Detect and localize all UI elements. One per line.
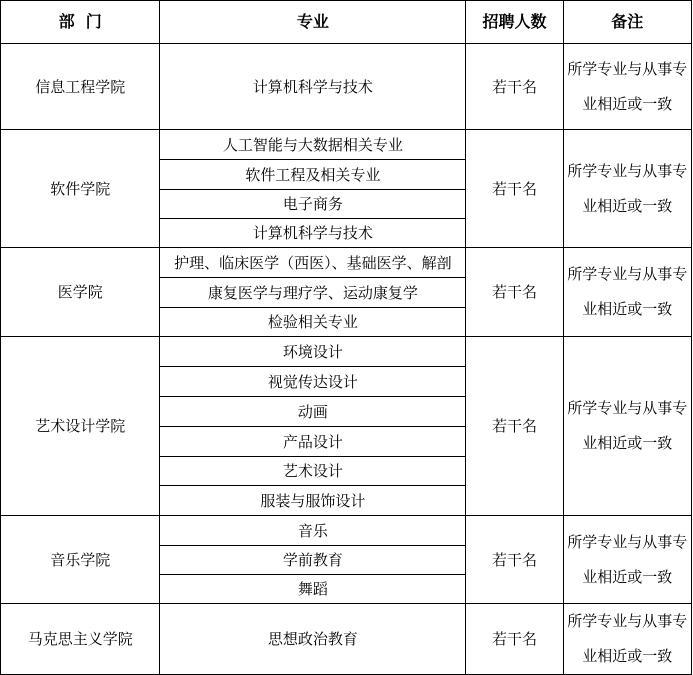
note-line: 所学专业与从事专: [567, 161, 688, 180]
note-line: 所学专业与从事专: [567, 265, 688, 283]
major-cell: 音乐: [160, 516, 466, 546]
note-cell: [563, 337, 691, 516]
note-line: 所学专业与从事专: [567, 399, 688, 417]
dept-cell: 马克思主义学院: [1, 604, 160, 675]
major-cell: 产品设计: [160, 427, 466, 457]
dept-cell: 信息工程学院: [1, 44, 160, 130]
header-note: 备注: [563, 1, 691, 44]
table-row: [1, 337, 692, 367]
major-cell: 康复医学与理疗学、运动康复学: [160, 278, 466, 308]
dept-cell: 医学院: [1, 248, 160, 337]
major-cell: 软件工程及相关专业: [160, 160, 466, 190]
note-line: 所学专业与从事专: [567, 59, 688, 78]
note-line: 业相近或一致: [582, 567, 673, 586]
note-line: 业相近或一致: [582, 300, 673, 318]
table-body: [1, 44, 692, 675]
major-cell: 检验相关专业: [160, 308, 466, 337]
note-cell: [563, 516, 691, 604]
major-cell: 动画: [160, 397, 466, 427]
note-cell: [563, 44, 691, 130]
major-cell: 视觉传达设计: [160, 367, 466, 397]
dept-cell: 软件学院: [1, 130, 160, 248]
table-row: [1, 604, 692, 675]
note-cell: [563, 604, 691, 675]
header-row: [1, 1, 692, 44]
note-line: 业相近或一致: [582, 647, 673, 665]
note-cell: [563, 248, 691, 337]
note-line: 业相近或一致: [582, 196, 673, 215]
note-line: 所学专业与从事专: [567, 532, 688, 551]
table-row: [1, 44, 692, 130]
header-count: 招聘人数: [466, 1, 563, 44]
major-cell: 护理、临床医学（西医）、基础医学、解剖: [160, 248, 466, 278]
note-cell: [563, 130, 691, 248]
major-cell: 艺术设计: [160, 457, 466, 486]
count-cell: 若干名: [466, 337, 563, 516]
major-cell: 计算机科学与技术: [160, 219, 466, 248]
header-dept: 部 门: [1, 1, 160, 44]
note-line: 业相近或一致: [582, 94, 673, 113]
count-cell: 若干名: [466, 604, 563, 675]
major-cell: 电子商务: [160, 190, 466, 219]
major-cell: 人工智能与大数据相关专业: [160, 130, 466, 160]
table-row: [1, 130, 692, 160]
major-cell: 舞蹈: [160, 575, 466, 604]
major-cell: 服装与服饰设计: [160, 486, 466, 516]
count-cell: 若干名: [466, 130, 563, 248]
dept-cell: 艺术设计学院: [1, 337, 160, 516]
major-cell: 学前教育: [160, 546, 466, 575]
major-cell: 环境设计: [160, 337, 466, 367]
dept-cell: 音乐学院: [1, 516, 160, 604]
major-cell: 思想政治教育: [160, 604, 466, 675]
header-major: 专业: [160, 1, 466, 44]
major-cell: 计算机科学与技术: [160, 44, 466, 130]
count-cell: 若干名: [466, 516, 563, 604]
count-cell: 若干名: [466, 248, 563, 337]
table-row: [1, 516, 692, 546]
note-line: 所学专业与从事专: [567, 612, 688, 630]
count-cell: 若干名: [466, 44, 563, 130]
table-row: [1, 248, 692, 278]
note-line: 业相近或一致: [582, 434, 673, 452]
